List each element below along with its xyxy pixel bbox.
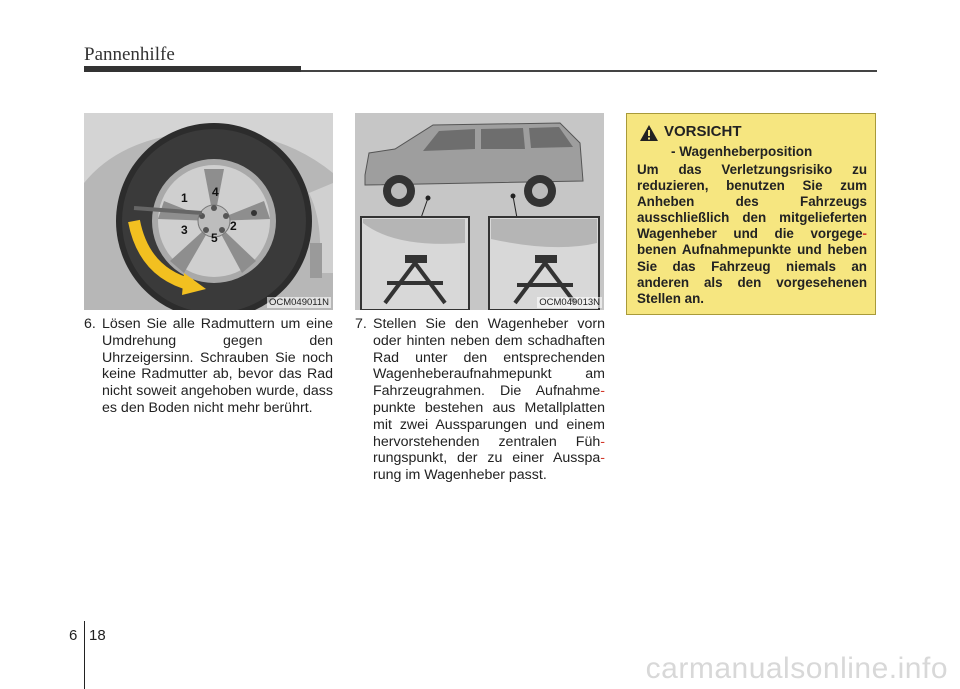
nut-label-1: 1 (181, 191, 188, 205)
hyphen: - (600, 433, 605, 450)
nut-label-5: 5 (211, 231, 218, 245)
caution-subtitle: - Wagenheberposition (671, 144, 813, 159)
footer-divider (84, 621, 85, 689)
nut-label-3: 3 (181, 223, 188, 237)
hyphen: - (600, 383, 605, 400)
step-6 (84, 316, 333, 417)
nut-label-2: 2 (230, 219, 237, 233)
step-7 (355, 316, 605, 484)
page-number: 18 (89, 627, 106, 644)
hyphen: - (862, 226, 867, 242)
caution-box (626, 113, 876, 315)
caution-body (637, 162, 867, 307)
hyphen: - (600, 450, 605, 467)
step-number: 6. (84, 316, 96, 332)
step-number: 7. (355, 316, 367, 332)
wheel-drawing (84, 113, 333, 310)
chapter-number: 6 (69, 627, 78, 644)
jack-point-illustration (355, 113, 604, 310)
wheel-lug-nut-illustration (84, 113, 333, 310)
warning-triangle-icon (639, 124, 659, 142)
figure-code: OCM049011N (268, 297, 329, 308)
nut-label-4: 4 (212, 185, 219, 199)
header-bar (84, 66, 301, 72)
caution-text-part: Um das Verletzungsrisiko zu reduzieren, benutzen Sie zum Anheben des Fahrzeugs ausschließlich den mitgelieferten Wagenheber und die vorgege (637, 162, 867, 242)
step-text (373, 316, 605, 484)
caution-title: VORSICHT (664, 123, 742, 140)
section-title: Pannenhilfe (84, 44, 175, 65)
header-rule (301, 70, 877, 72)
car-and-jack-drawing (355, 113, 604, 310)
caution-text-part: benen Aufnahmepunkte und heben Sie das Fahrzeug niemals an anderen als den vorgesehenen Stellen an. (637, 242, 867, 306)
step-text: Lösen Sie alle Radmuttern um eine Umdrehung gegen den Uhrzeigersinn. Schrauben Sie noch keine Radmutter ab, bevor das Rad nicht soweit angehoben wurde, dass es den Boden nicht mehr berührt. (102, 316, 333, 416)
step-text-part: rungspunkt, der zu einer Ausspa (373, 450, 601, 467)
step-text-part: rung im Wagenheber passt. (373, 467, 547, 484)
step-text-part: Stellen Sie den Wagenheber vorn oder hinten neben dem schadhaften Rad unter den entsprechenden Wagenheberaufnahmepunkt am Fahrzeugrahmen. Die Aufnahme (373, 316, 605, 400)
watermark: carmanualsonline.info (645, 652, 948, 685)
step-text-part: punkte bestehen aus Metallplatten mit zwei Aussparungen und einem hervorstehenden zentralen Füh (373, 399, 605, 450)
figure-code: OCM049013N (539, 297, 600, 308)
